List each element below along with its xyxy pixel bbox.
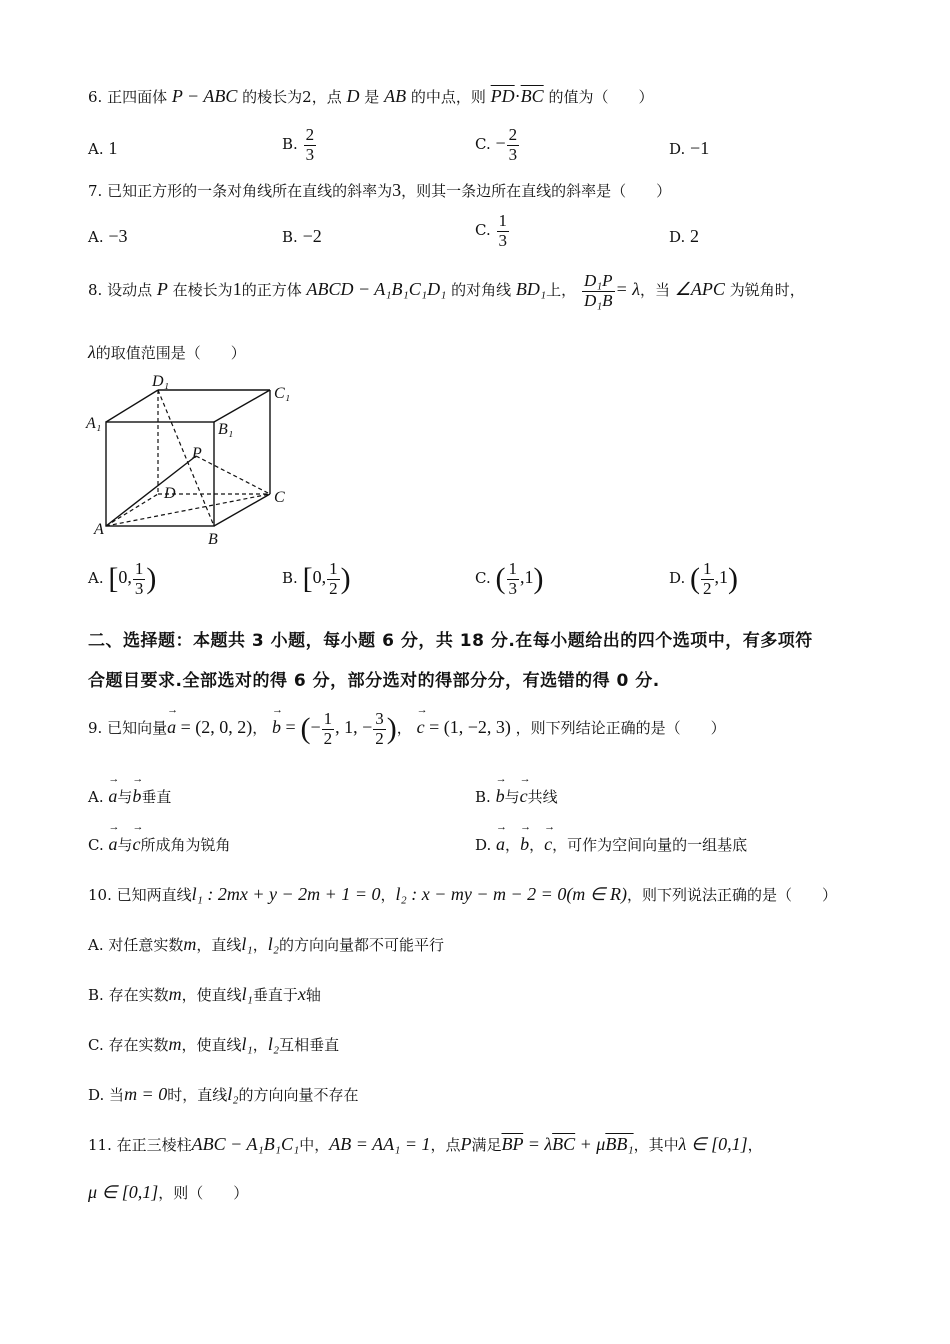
q11-number: 11.: [88, 1136, 112, 1154]
q10-option-c[interactable]: [88, 1034, 339, 1055]
q11-text-6: ，: [747, 1136, 763, 1154]
vector-a: → a: [496, 834, 505, 855]
q6-option-c[interactable]: [475, 126, 520, 164]
q10-option-b[interactable]: [88, 984, 321, 1005]
q8-lambda: λ: [88, 342, 96, 362]
var-l1: l₁: [241, 984, 253, 1004]
q8-text-2: 在棱长为: [172, 281, 233, 300]
fraction-numerator: 2: [508, 125, 518, 144]
option-text: 垂直于: [252, 986, 298, 1004]
option-label: B.: [88, 986, 104, 1004]
q11-mu-range: μ ∈ [0,1]: [88, 1182, 159, 1202]
option-label: C.: [475, 221, 491, 240]
q11-eq: = λ: [523, 1134, 553, 1154]
var-l1: l₁: [241, 1034, 253, 1054]
q6-vector-pd: $\overline{PD}$: [490, 86, 515, 106]
var-m-eq-0: m = 0: [124, 1084, 168, 1104]
q8-math-6: ∠APC: [674, 279, 725, 300]
q8-option-c[interactable]: [475, 560, 544, 598]
option-label: A.: [88, 788, 104, 806]
q8-option-a[interactable]: [88, 560, 156, 598]
vector-c-value: = (1, −2, 3): [424, 717, 511, 738]
label-c: C: [274, 489, 285, 506]
q6-number: 6.: [88, 88, 103, 106]
fraction-denominator: D₁B: [583, 290, 613, 310]
var-l2: l₂: [267, 934, 279, 954]
vector-b: → b: [132, 786, 141, 807]
q11-text-2: 中，: [299, 1136, 330, 1154]
q11-text-4: 满足: [471, 1136, 502, 1154]
label-a: A: [94, 521, 104, 538]
var-m: m: [168, 1034, 182, 1054]
q11-prism: ABC − A₁B₁C₁: [191, 1134, 300, 1154]
option-text: ，: [252, 1036, 268, 1054]
option-text: 的方向向量不存在: [238, 1086, 359, 1104]
option-text: 轴: [305, 986, 321, 1004]
q11-text-1: 在正三棱柱: [116, 1136, 192, 1154]
option-value: −3: [108, 226, 128, 246]
cube-edge-a1d1: [106, 390, 158, 422]
option-text: 互相垂直: [279, 1036, 340, 1054]
q10-sep: ，: [380, 886, 396, 904]
q9-text-1: 已知向量: [107, 719, 168, 738]
fraction: [133, 560, 146, 598]
fraction-denominator: 3: [305, 144, 315, 164]
label-c1: C₁: [274, 385, 291, 402]
option-label: B.: [282, 135, 298, 154]
q6-option-d[interactable]: [669, 138, 709, 159]
var-m: m: [183, 934, 197, 954]
label-a1: A₁: [86, 415, 102, 432]
option-label: B.: [282, 228, 298, 246]
q10-line-l1: l₁ : 2mx + y − 2m + 1 = 0: [191, 884, 381, 904]
bracket-right: ): [340, 562, 351, 596]
q6-vector-bc: $\overline{BC}$: [520, 86, 544, 106]
option-label: D.: [475, 836, 492, 854]
fraction-denominator: 3: [498, 230, 507, 250]
vector-b-mid: , 1, −: [335, 717, 373, 738]
q10-text-2: ，则下列说法正确的是（ ）: [626, 886, 837, 904]
option-label: B.: [282, 569, 298, 588]
fraction: [701, 560, 714, 598]
label-d1: D₁: [152, 373, 170, 390]
fraction: [507, 126, 520, 164]
minus-sign: −: [310, 717, 321, 738]
option-text: 垂直: [141, 788, 172, 806]
q9-option-a[interactable]: [88, 786, 171, 807]
q8-math-5: = λ: [615, 279, 640, 300]
label-d: D: [164, 485, 176, 502]
q8-stem: [88, 272, 805, 310]
option-label: A.: [88, 936, 104, 954]
paren-right: ): [386, 712, 397, 746]
option-value: −1: [690, 138, 710, 158]
q6-math-2: D: [346, 86, 360, 106]
var-l2: l₂: [227, 1084, 239, 1104]
label-b: B: [208, 531, 218, 548]
option-label: C.: [475, 569, 491, 588]
q6-option-b[interactable]: [282, 126, 317, 164]
option-text: 所成角为锐角: [140, 836, 231, 854]
vector-b: → b: [520, 834, 529, 855]
fraction: [507, 560, 520, 598]
q7-option-a[interactable]: [88, 226, 128, 247]
option-text: 存在实数: [108, 986, 169, 1004]
q8-math-3: ABCD − A₁B₁C₁D₁: [306, 279, 447, 300]
var-x: x: [297, 984, 306, 1004]
q6-text-3: 是: [364, 88, 380, 106]
section-2-heading-line2: 合题目要求.全部选对的得 6 分，部分选对的得部分分，有选错的得 0 分.: [88, 671, 660, 691]
label-b1: B₁: [218, 421, 234, 438]
fraction-denominator: 2: [375, 728, 384, 748]
option-text: 共线: [527, 788, 558, 806]
q7-math-1: 3: [392, 180, 402, 200]
fraction-numerator: 2: [305, 125, 315, 144]
option-value: 2: [690, 226, 700, 246]
fraction-denominator: 2: [329, 578, 338, 598]
option-label: D.: [669, 140, 686, 158]
q9-option-b[interactable]: [475, 786, 558, 807]
q8-text-7: 为锐角时，: [729, 281, 805, 300]
fraction: [304, 126, 317, 164]
q6-text-2: 的棱长为2，点: [242, 88, 342, 106]
bracket-left: (: [690, 562, 701, 596]
option-value: −2: [302, 226, 322, 246]
var-l1: l₁: [241, 934, 253, 954]
bracket-left: [: [108, 562, 119, 596]
fraction-denominator: 3: [508, 578, 517, 598]
q6-dot: ·: [514, 86, 521, 106]
vector-c: → c: [417, 717, 425, 738]
q8-option-b[interactable]: [282, 560, 351, 598]
q11-line2-text: ，则（ ）: [158, 1184, 249, 1202]
option-label: C.: [475, 135, 491, 154]
fraction-numerator: 3: [375, 709, 384, 728]
option-label: A.: [88, 228, 104, 246]
q10-number: 10.: [88, 886, 112, 904]
option-text: 对任意实数: [108, 936, 184, 954]
fraction-numerator: 1: [329, 559, 338, 578]
option-text: 与: [117, 788, 133, 806]
option-text: ，使直线: [181, 1036, 242, 1054]
q8-number: 8.: [88, 281, 103, 300]
q8-line2-text: 的取值范围是（ ）: [95, 344, 246, 362]
cube-figure: [84, 370, 304, 550]
cube-edge-bc: [214, 494, 270, 526]
bracket-right: ): [533, 562, 544, 596]
section-2-heading-line1: 二、选择题：本题共 3 小题，每小题 6 分，共 18 分.在每小题给出的四个选项中，有多项符: [88, 631, 813, 651]
q7-text-1: 已知正方形的一条对角线所在直线的斜率为: [107, 182, 393, 200]
option-label: C.: [88, 1036, 104, 1054]
vector-b: → b: [272, 717, 281, 738]
label-p: P: [192, 445, 202, 462]
vector-a: → a: [109, 834, 118, 855]
option-text: 存在实数: [108, 1036, 169, 1054]
vector-c: → c: [544, 834, 552, 855]
option-text: 与: [504, 788, 520, 806]
q6-text-5: 的值为（ ）: [548, 88, 654, 106]
q8-text-1: 设动点: [107, 281, 153, 300]
var-l2: l₂: [267, 1034, 280, 1054]
q6-stem: [88, 86, 653, 107]
q9-option-c[interactable]: [88, 834, 231, 855]
interval-start: 0,: [312, 567, 327, 588]
vector-bp: $\overline{BP}$: [501, 1134, 524, 1154]
option-label: A.: [88, 140, 104, 158]
cube-edge-b1c1: [214, 390, 270, 422]
option-text: ，直线: [196, 936, 242, 954]
q7-option-d[interactable]: [669, 226, 699, 247]
option-value: 1: [108, 138, 118, 158]
q7-text-2: ，则其一条边所在直线的斜率是（ ）: [401, 182, 672, 200]
fraction-numerator: 1: [323, 709, 333, 728]
cube-front-face: [106, 422, 214, 526]
q11-lambda-range: λ ∈ [0,1]: [678, 1134, 748, 1154]
q11-condition: AB = AA₁ = 1: [329, 1134, 431, 1154]
q8-text-6: ，当: [640, 281, 671, 300]
option-sep: ，: [529, 836, 545, 854]
option-label: D.: [669, 228, 686, 246]
minus-sign: −: [495, 133, 506, 154]
fraction-denominator: 3: [134, 578, 144, 598]
vector-c: → c: [520, 786, 528, 807]
option-text: 与: [117, 836, 133, 854]
option-label: B.: [475, 788, 491, 806]
q7-stem: [88, 180, 671, 201]
option-sep: ，: [505, 836, 521, 854]
vector-c: → c: [133, 834, 141, 855]
fraction-denominator: 3: [508, 144, 518, 164]
q6-math-3: AB: [384, 86, 407, 106]
fraction-numerator: 1: [134, 559, 144, 578]
option-label: C.: [88, 836, 104, 854]
cube-edge-ad: [106, 494, 158, 526]
paren-left: (: [300, 712, 311, 746]
q7-number: 7.: [88, 182, 103, 200]
option-text: 当: [109, 1086, 125, 1104]
option-text: ，: [252, 936, 268, 954]
q10-stem: [88, 884, 837, 905]
fraction: [327, 560, 340, 598]
q9-sep-1: ，: [252, 719, 268, 738]
var-m: m: [168, 984, 182, 1004]
option-label: D.: [88, 1086, 105, 1104]
q10-option-d[interactable]: [88, 1084, 359, 1105]
q6-option-a[interactable]: [88, 138, 117, 159]
option-text: 的方向向量都不可能平行: [278, 936, 444, 954]
line-ac: [106, 494, 270, 526]
fraction-denominator: 2: [323, 728, 333, 748]
q9-option-d[interactable]: [475, 834, 747, 855]
q6-text-4: 的中点，则: [410, 88, 486, 106]
q6-text-1: 正四面体: [107, 88, 168, 106]
fraction: [373, 710, 386, 748]
fraction-numerator: 1: [703, 559, 712, 578]
q8-text-3: 的正方体: [241, 281, 302, 300]
option-label: A.: [88, 569, 104, 588]
bracket-right: ): [146, 562, 157, 596]
q8-math-2: 1: [232, 279, 242, 300]
q8-text-5: 上，: [546, 281, 577, 300]
q10-line-l2: l₂ : x − my − m − 2 = 0(m ∈ R): [395, 884, 627, 904]
diagonal-bd1: [158, 390, 214, 526]
line-ap: [106, 456, 196, 526]
q11-stem-line2: [88, 1182, 248, 1203]
q9-text-2: ，则下列结论正确的是（ ）: [515, 719, 726, 738]
vector-a: → a: [108, 786, 117, 807]
q11-point-p: P: [460, 1134, 472, 1154]
vector-bc: $\overline{BC}$: [552, 1134, 576, 1154]
line-pc: [196, 456, 270, 494]
fraction-denominator: 2: [703, 578, 712, 598]
q7-option-c[interactable]: [475, 212, 510, 250]
q8-option-d[interactable]: [669, 560, 738, 598]
option-text: ，可作为空间向量的一组基底: [552, 836, 748, 854]
fraction-numerator: 1: [508, 559, 517, 578]
option-text: 时，直线: [167, 1086, 228, 1104]
interval-end: ,1: [714, 567, 729, 588]
q11-text-3: ，点: [430, 1136, 461, 1154]
q11-stem: [88, 1134, 763, 1155]
q8-ratio: [582, 272, 615, 310]
interval-start: 0,: [118, 567, 132, 588]
fraction: [322, 710, 335, 748]
q8-math-1: P: [156, 279, 168, 300]
q8-math-4: BD₁: [515, 279, 547, 300]
q8-text-4: 的对角线: [451, 281, 512, 300]
fraction-numerator: D₁P: [583, 271, 613, 290]
q10-text-1: 已知两直线: [116, 886, 192, 904]
interval-end: ,1: [520, 567, 534, 588]
q6-math-1: P − ABC: [171, 86, 238, 106]
q9-number: 9.: [88, 719, 103, 738]
vector-b-eq: =: [281, 717, 296, 738]
q7-option-b[interactable]: [282, 226, 322, 247]
bracket-left: [: [302, 562, 313, 596]
q11-text-5: ，其中: [633, 1136, 679, 1154]
q11-plus: + μ: [575, 1134, 606, 1154]
option-text: ，使直线: [181, 986, 242, 1004]
vector-a-value: = (2, 0, 2): [176, 717, 253, 738]
vector-a: → a: [167, 717, 176, 738]
bracket-left: (: [495, 562, 506, 596]
fraction-numerator: 1: [498, 211, 507, 230]
fraction: [497, 212, 510, 250]
vector-b: → b: [496, 786, 505, 807]
option-label: D.: [669, 569, 686, 588]
bracket-right: ): [728, 562, 739, 596]
vector-bb1: BB₁: [605, 1134, 634, 1154]
q9-stem: [88, 710, 726, 748]
q10-option-a[interactable]: [88, 934, 444, 955]
q8-stem-line2: [88, 342, 246, 363]
q9-sep-2: ，: [396, 719, 412, 738]
